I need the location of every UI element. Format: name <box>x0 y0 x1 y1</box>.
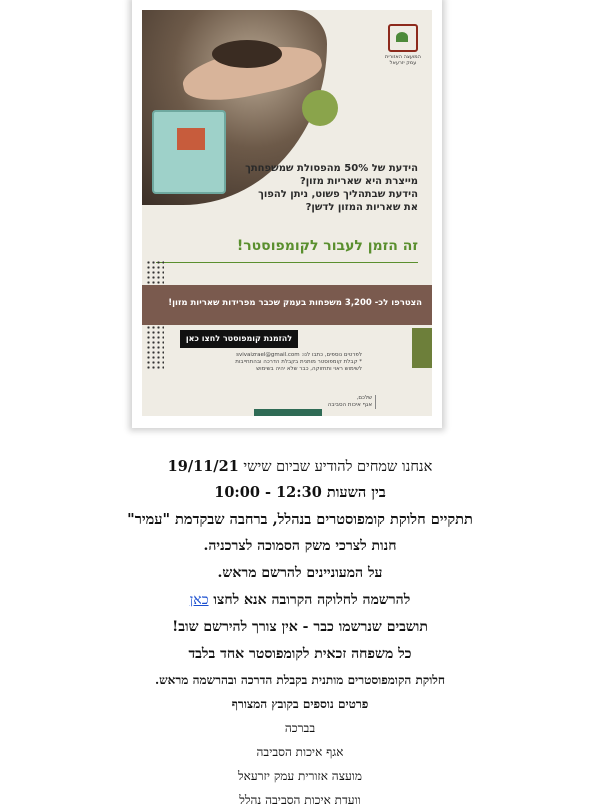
announcement-location: תתקיים חלוקת קומפוסטרים בנהלל, ברחבה שבקדמת "עמיר" <box>127 511 473 528</box>
signoff-line: אגף איכות הסביבה <box>327 402 372 408</box>
compost-flyer <box>142 10 432 416</box>
announcement-location-detail: חנות לצרכי משק הסמוכה לצרכניה. <box>203 538 397 554</box>
book-leaf-icon <box>388 24 418 52</box>
announcement-line-1 <box>40 455 560 479</box>
register-text: להרשמה לחלוקה הקרובה אנא לחצו <box>213 592 411 608</box>
poster-band-text: הצטרפו לכ- 3,200 משפחות בעמק שכבר מפרידות שאריות מזון! <box>168 298 422 308</box>
compost-bin-label-shape <box>177 128 205 150</box>
contact-line: לשימוש ראוי ותחזוקה, כבר שלא יהיה בשימוש <box>256 366 362 372</box>
distribution-hours: 12:30 - 10:00 <box>214 484 322 501</box>
announcement-register-line <box>40 587 560 614</box>
council-logo <box>382 24 424 66</box>
contact-line: לפרטים נוספים, כתבו לנו: svivaizrael@gmail.com <box>236 352 362 358</box>
signature-greeting: בברכה <box>284 721 316 735</box>
contact-line: * קבלת קומפוסטר מותנית בקבלת הדרכה ובהתחייבות <box>235 359 362 365</box>
announcement-text <box>40 455 560 812</box>
register-link[interactable]: כאן <box>189 592 209 608</box>
headline-divider <box>156 262 418 263</box>
announcement-attachment-note: פרטים נוספים בקובץ המצורף <box>231 697 369 711</box>
poster-question-line: את שאריות המזון לדשן? <box>305 202 418 213</box>
hours-prefix: בין השעות <box>326 484 386 501</box>
decor-green-bar <box>412 328 432 368</box>
poster-signoff <box>292 395 376 409</box>
announcement-intro: אנחנו שמחים להודיע שביום שישי <box>243 459 433 475</box>
announcement-already-registered: תושבים שנרשמו כבר - אין צורך להירשם שוב! <box>172 619 428 635</box>
announcement-register-note: על המעוניינים להרשם מראש. <box>217 565 383 581</box>
poster-question-line: מייצרת היא שאריות מזון? <box>299 176 418 187</box>
poster-headline: זה הזמן לעבור לקומפוסטר! <box>236 238 418 254</box>
decor-bottom-bar <box>254 409 322 416</box>
poster-question-line: הידעת של 50% מהפסולת שמשפחתך <box>245 163 418 174</box>
soil-shape <box>212 40 282 68</box>
distribution-date: 19/11/21 <box>167 458 239 475</box>
signature-committee: וועדת איכות הסביבה נהלל <box>239 793 361 807</box>
announcement-eligibility: כל משפחה זכאית לקומפוסטר אחד בלבד <box>188 646 412 662</box>
poster-question-line: הידעת שבתהליך פשוט, ניתן להפוך <box>258 189 418 200</box>
announcement-line-2 <box>40 479 560 506</box>
poster-questions <box>212 162 418 214</box>
order-composter-button[interactable]: להזמנת קומפוסטר לחצו כאן <box>180 330 298 348</box>
poster-contact <box>232 352 362 373</box>
poster-band <box>142 285 432 325</box>
signature-council: מועצה אזורית עמק יזרעאל <box>238 769 362 783</box>
signature-department: אגף איכות הסביבה <box>256 745 344 759</box>
decor-green-circle <box>302 90 338 126</box>
announcement-conditions: חלוקת הקומפוסטרים מותנית בקבלת הדרכה ובהרשמה מראש. <box>155 673 445 687</box>
flyer-image-frame <box>132 0 442 428</box>
council-logo-text: המועצה האזורית עמק יזרעאל <box>385 54 421 66</box>
signoff-line: שלכם, <box>356 395 372 401</box>
